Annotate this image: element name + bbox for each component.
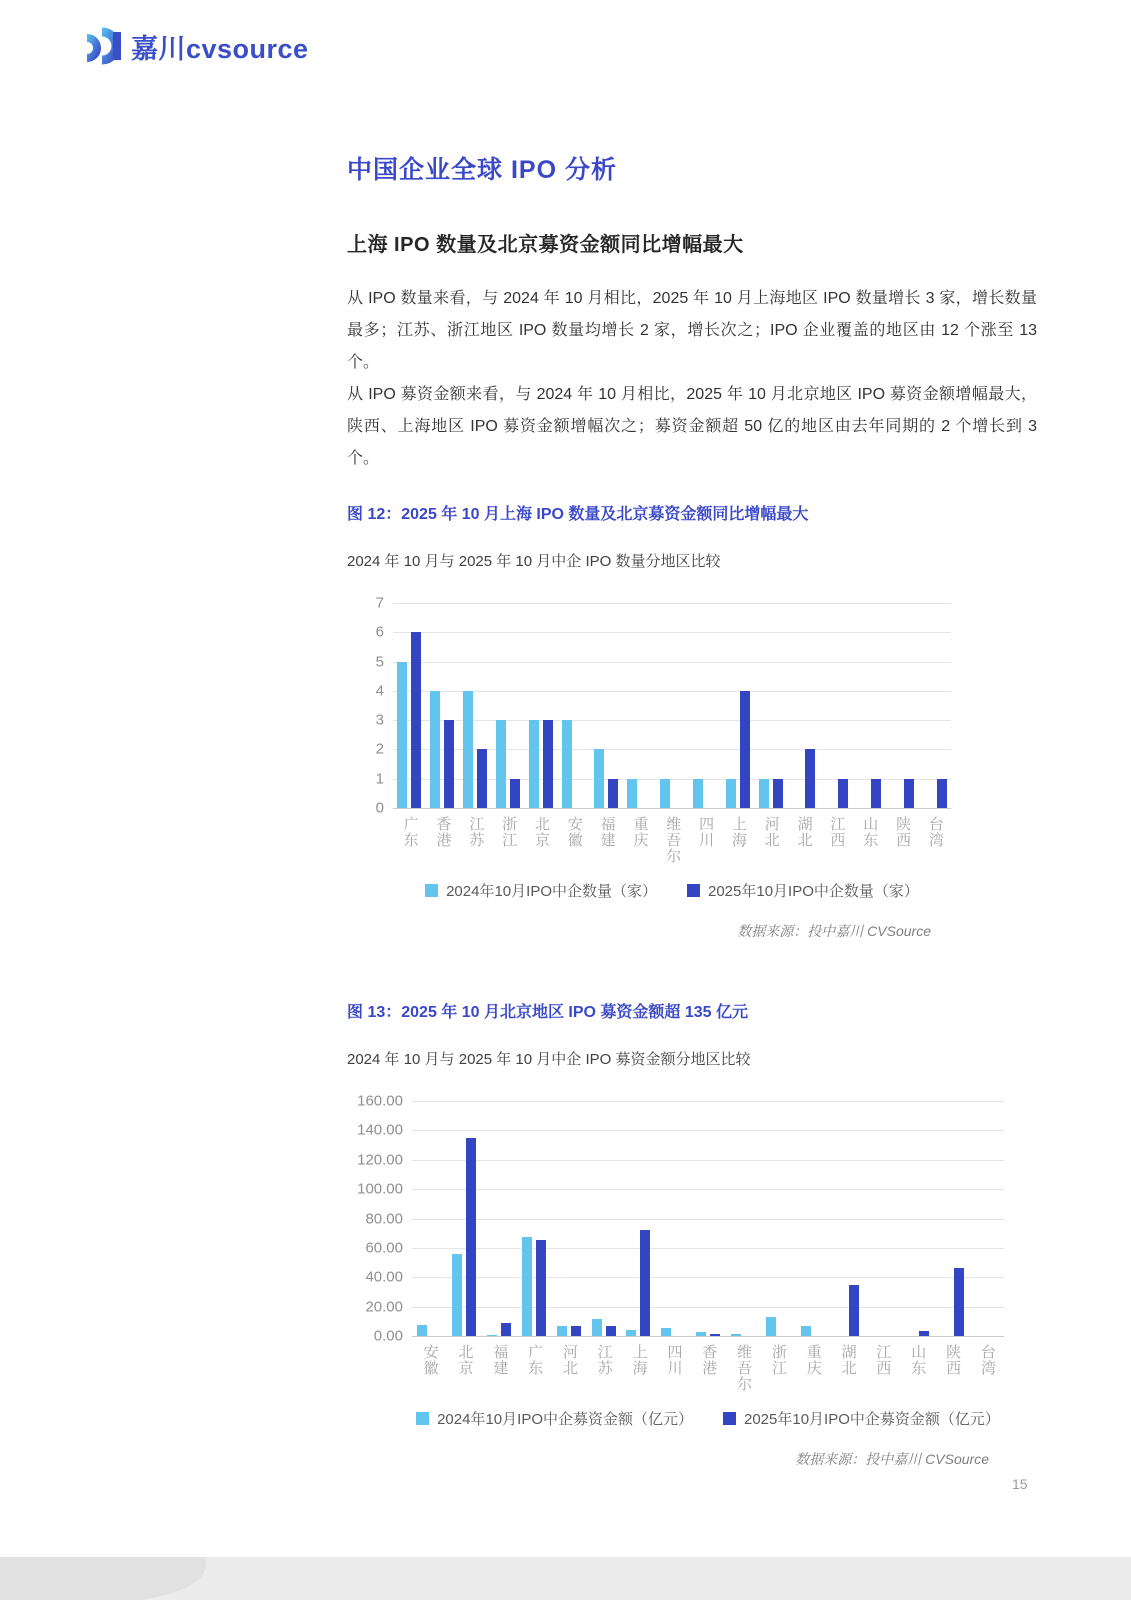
bar [417, 1325, 427, 1336]
category-label [853, 816, 886, 848]
bar [801, 1326, 811, 1336]
legend-label: 2024年10月IPO中企募资金额（亿元） [437, 1411, 693, 1428]
category-label [830, 1344, 865, 1376]
category-label-text: 江苏 [467, 816, 485, 848]
category-label-text: 上海 [729, 816, 747, 848]
category-label [969, 1344, 1004, 1376]
bar-group [557, 603, 590, 808]
bar-group [426, 603, 459, 808]
y-axis-tick-label: 100.00 [357, 1180, 403, 1198]
bar [487, 1335, 497, 1336]
category-label [795, 1344, 830, 1376]
category-label-text: 重庆 [804, 1344, 822, 1376]
y-axis-tick-label: 80.00 [365, 1210, 403, 1227]
category-label [586, 1344, 621, 1376]
bar-group [830, 1101, 865, 1336]
bar-group [623, 603, 656, 808]
category-label [787, 816, 820, 848]
category-label [885, 816, 918, 848]
gridline [393, 808, 951, 809]
figure12-caption: 图 12：2025 年 10 月上海 IPO 数量及北京募资金额同比增幅最大 [347, 506, 809, 523]
bar-group [586, 1101, 621, 1336]
bar [838, 779, 848, 808]
ipo-funding-plot-area [357, 1092, 1004, 1345]
category-label [721, 816, 754, 848]
bar-group [754, 603, 787, 808]
ipo-funding-category-axis [412, 1336, 1004, 1392]
page-title: 中国企业全球 IPO 分析 [347, 156, 617, 184]
y-axis-tick-label: 120.00 [357, 1151, 403, 1169]
bar [661, 1328, 671, 1336]
bar-group [820, 603, 853, 808]
category-label-text: 河北 [762, 816, 780, 848]
bar-group [721, 603, 754, 808]
bar-group [551, 1101, 586, 1336]
category-label [691, 1344, 726, 1376]
y-axis-tick-label: 0.00 [373, 1327, 403, 1345]
legend-swatch [425, 884, 438, 897]
category-label-text: 福建 [598, 816, 616, 848]
bar [919, 1331, 929, 1336]
category-label [393, 816, 426, 848]
category-label-text: 安徽 [565, 816, 583, 848]
category-label-text: 陕西 [894, 816, 912, 848]
bar-group [865, 1101, 900, 1336]
y-axis-tick-label: 2 [375, 740, 384, 758]
bar-group [688, 603, 721, 808]
category-label-text: 台湾 [978, 1344, 996, 1376]
bar [805, 749, 815, 808]
y-axis-tick-label: 140.00 [357, 1121, 403, 1139]
bar [411, 632, 421, 808]
bar [606, 1326, 616, 1336]
category-label-text: 台湾 [926, 816, 944, 848]
bar-group [918, 603, 951, 808]
category-label-text: 广东 [401, 816, 419, 848]
category-label-text: 山东 [909, 1344, 927, 1376]
ipo-funding-bar-chart [347, 1092, 1037, 1429]
category-label [656, 816, 689, 864]
category-label [918, 816, 951, 848]
legend-swatch [723, 1412, 736, 1425]
bar [773, 779, 783, 808]
category-label [754, 816, 787, 848]
category-label-text: 福建 [491, 1344, 509, 1376]
category-label [590, 816, 623, 848]
legend-item [416, 1408, 693, 1429]
bar-groups [412, 1101, 1004, 1336]
category-label-text: 陕西 [944, 1344, 962, 1376]
bar-group [656, 603, 689, 808]
bar [571, 1326, 581, 1336]
category-label-text: 维吾尔 [664, 816, 682, 864]
bar [608, 779, 618, 808]
bar-group [524, 603, 557, 808]
bar-group [969, 1101, 1004, 1336]
category-label-text: 河北 [560, 1344, 578, 1376]
category-label-text: 上海 [630, 1344, 648, 1376]
bar [594, 749, 604, 808]
category-label-text: 北京 [456, 1344, 474, 1376]
bar [562, 720, 572, 808]
bar [536, 1240, 546, 1336]
category-label-text: 四川 [665, 1344, 683, 1376]
category-label-text: 北京 [532, 816, 550, 848]
y-axis-tick-label: 4 [375, 682, 384, 700]
legend-item [425, 880, 657, 901]
category-label-text: 安徽 [421, 1344, 439, 1376]
y-axis-tick-label: 1 [375, 770, 384, 788]
category-label [934, 1344, 969, 1376]
bar-group [725, 1101, 760, 1336]
gridline [412, 1336, 1004, 1337]
bar [766, 1317, 776, 1336]
ipo-count-plot-area [375, 594, 951, 817]
bar-group [760, 1101, 795, 1336]
legend-item [687, 880, 919, 901]
category-label [491, 816, 524, 848]
category-label-text: 维吾尔 [735, 1344, 753, 1392]
bar [452, 1254, 462, 1336]
brand-text-en: cvsource [186, 33, 309, 64]
brand-text-cn: 嘉川 [131, 33, 186, 64]
category-label [516, 1344, 551, 1376]
page-number: 15 [1012, 1476, 1028, 1492]
category-label [426, 816, 459, 848]
bar [510, 779, 520, 808]
bar [693, 779, 703, 808]
bar [626, 1330, 636, 1336]
y-axis-tick-label: 20.00 [365, 1298, 403, 1316]
category-label [760, 1344, 795, 1376]
category-label-text: 浙江 [769, 1344, 787, 1376]
bar-group [412, 1101, 447, 1336]
category-label [482, 1344, 517, 1376]
bar [710, 1334, 720, 1336]
bar [592, 1319, 602, 1336]
bar-group [787, 603, 820, 808]
bar-group [691, 1101, 726, 1336]
bar [937, 779, 947, 808]
category-label [725, 1344, 760, 1392]
legend-swatch [687, 884, 700, 897]
brand-text [131, 27, 309, 66]
bar [430, 691, 440, 808]
ipo-count-legend [393, 880, 951, 901]
category-label-text: 四川 [697, 816, 715, 848]
y-axis-tick-label: 6 [375, 623, 384, 641]
bar [640, 1230, 650, 1336]
ipo-count-bar-chart [347, 594, 1037, 901]
bar [466, 1138, 476, 1336]
bar [543, 720, 553, 808]
footer-swoosh [0, 1557, 280, 1600]
y-axis-tick-label: 60.00 [365, 1239, 403, 1257]
legend-label: 2024年10月IPO中企数量（家） [446, 883, 657, 900]
bar-group [516, 1101, 551, 1336]
paragraph-ipo-funding: 从 IPO 募资金额来看，与 2024 年 10 月相比，2025 年 10 月北京地区 IPO 募资金额增幅最大，陕西、上海地区 IPO 募资金额增幅次之；募资金额超 50 亿的地区由去年同期的 2 个增长到 3 个。 [347, 386, 1037, 467]
section-heading: 上海 IPO 数量及北京募资金额同比增幅最大 [347, 234, 744, 256]
category-label-text: 江西 [874, 1344, 892, 1376]
content-column [347, 150, 1037, 1469]
bar-group [934, 1101, 969, 1336]
bar [501, 1323, 511, 1336]
bar [954, 1268, 964, 1336]
bar [496, 720, 506, 808]
bar [759, 779, 769, 808]
category-label-text: 山东 [861, 816, 879, 848]
paragraph-ipo-count: 从 IPO 数量来看，与 2024 年 10 月相比，2025 年 10 月上海地区 IPO 数量增长 3 家，增长数量最多；江苏、浙江地区 IPO 数量均增长 2 家，增长次之；IPO 企业覆盖的地区由 12 个涨至 13 个。 [347, 290, 1037, 371]
bar-group [482, 1101, 517, 1336]
y-axis-tick-label: 160.00 [357, 1092, 403, 1110]
bar [522, 1237, 532, 1336]
bar-group [853, 603, 886, 808]
category-label-text: 香港 [434, 816, 452, 848]
y-axis-tick-label: 40.00 [365, 1268, 403, 1286]
ipo-count-category-axis [393, 808, 951, 864]
figure13-chart-title: 2024 年 10 月与 2025 年 10 月中企 IPO 募资金额分地区比较 [347, 1051, 751, 1068]
bar-group [900, 1101, 935, 1336]
category-label-text: 浙江 [500, 816, 518, 848]
bar [397, 662, 407, 808]
bar [627, 779, 637, 808]
category-label-text: 重庆 [631, 816, 649, 848]
bar-group [393, 603, 426, 808]
category-label [551, 1344, 586, 1376]
category-label [623, 816, 656, 848]
bar-group [447, 1101, 482, 1336]
category-label [621, 1344, 656, 1376]
bar-group [459, 603, 492, 808]
category-label [557, 816, 590, 848]
category-label [865, 1344, 900, 1376]
bar [463, 691, 473, 808]
y-axis-tick-label: 0 [375, 799, 384, 817]
bar-group [621, 1101, 656, 1336]
category-label-text: 江苏 [595, 1344, 613, 1376]
brand-logo [80, 26, 309, 66]
bar [529, 720, 539, 808]
bar-groups [393, 603, 951, 808]
y-axis-tick-label: 3 [375, 711, 384, 729]
bar [740, 691, 750, 808]
figure12-source-note: 数据来源：投中嘉川 CVSource [737, 923, 931, 939]
legend-label: 2025年10月IPO中企数量（家） [708, 883, 919, 900]
category-label-text: 香港 [700, 1344, 718, 1376]
category-label-text: 湖北 [839, 1344, 857, 1376]
figure13-caption: 图 13：2025 年 10 月北京地区 IPO 募资金额超 135 亿元 [347, 1004, 749, 1021]
category-label [820, 816, 853, 848]
category-label [900, 1344, 935, 1376]
category-label-text: 湖北 [795, 816, 813, 848]
bar [904, 779, 914, 808]
category-label [688, 816, 721, 848]
bar [696, 1332, 706, 1336]
bar-group [795, 1101, 830, 1336]
category-label-text: 广东 [526, 1344, 544, 1376]
category-label [656, 1344, 691, 1376]
bar [557, 1326, 567, 1336]
category-label [524, 816, 557, 848]
legend-item [723, 1408, 1000, 1429]
figure13-source-note: 数据来源：投中嘉川 CVSource [795, 1451, 989, 1467]
cvsource-logo-icon [80, 26, 124, 66]
category-label-text: 江西 [828, 816, 846, 848]
category-label [412, 1344, 447, 1376]
bar [731, 1334, 741, 1336]
bar-group [590, 603, 623, 808]
bar [477, 749, 487, 808]
bar [726, 779, 736, 808]
bar-group [491, 603, 524, 808]
ipo-funding-legend [412, 1408, 1004, 1429]
bar [660, 779, 670, 808]
bar-group [656, 1101, 691, 1336]
bar [444, 720, 454, 808]
figure12-chart-title: 2024 年 10 月与 2025 年 10 月中企 IPO 数量分地区比较 [347, 553, 721, 570]
bar [871, 779, 881, 808]
legend-swatch [416, 1412, 429, 1425]
bar-group [885, 603, 918, 808]
footer-band [0, 1557, 1131, 1600]
category-label [459, 816, 492, 848]
y-axis-tick-label: 5 [375, 653, 384, 671]
bar [849, 1285, 859, 1336]
category-label [447, 1344, 482, 1376]
legend-label: 2025年10月IPO中企募资金额（亿元） [744, 1411, 1000, 1428]
y-axis-tick-label: 7 [375, 594, 384, 612]
